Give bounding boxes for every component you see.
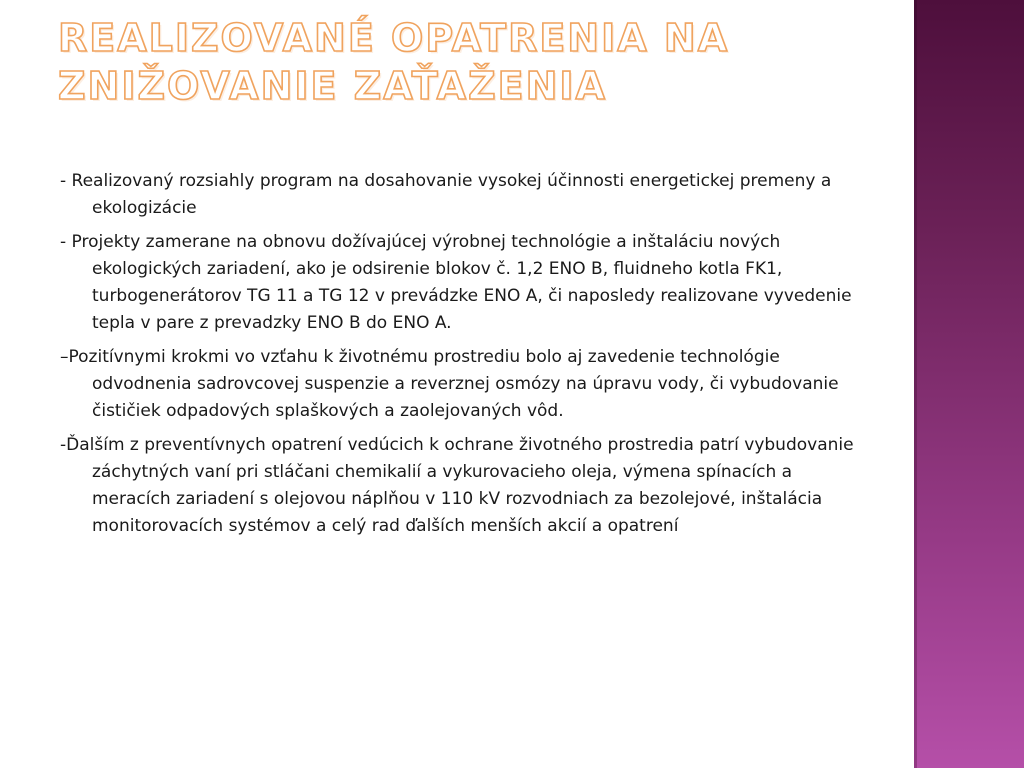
bullet-paragraph-4: -Ďalším z preventívnych opatrení vedúcich k ochrane životného prostredia patrí vybudovanie záchytných vaní pri stláčani chemikalií a vykurovacieho oleja, výmena spínacích a meracích zariadení s olejovou náplňou v 110 kV rozvodniach za bezolejové, inštalácia monitorovacích systémov a celý rad ďalších menších akcií a opatrení [60,435,854,536]
decorative-side-band [914,0,1024,768]
side-band-edge [914,0,917,768]
bullet-paragraph-1: - Realizovaný rozsiahly program na dosahovanie vysokej účinnosti energetickej premeny a ekologizácie [60,171,832,218]
slide-title-line-2: ZNIŽOVANIE ZAŤAŽENIA [58,64,607,108]
slide-title [58,14,878,110]
slide-title-line-1: REALIZOVANÉ OPATRENIA NA [58,16,730,60]
bullet-paragraph-2: - Projekty zamerane na obnovu dožívajúcej výrobnej technológie a inštaláciu nových ekologických zariadení, ako je odsirenie blokov č. 1,2 ENO B, fluidneho kotla FK1, turbogenerátorov TG 11 a TG 12 v prevádzke ENO A, či naposledy realizovane vyvedenie tepla v pare z prevadzky ENO B do ENO A. [60,232,852,333]
slide-body [60,168,860,547]
bullet-paragraph-3: –Pozitívnymi krokmi vo vzťahu k životnému prostrediu bolo aj zavedenie technológie odvodnenia sadrovcovej suspenzie a reverznej osmózy na úpravu vody, či vybudovanie čističiek odpadových splaškových a zaolejovaných vôd. [60,347,839,421]
